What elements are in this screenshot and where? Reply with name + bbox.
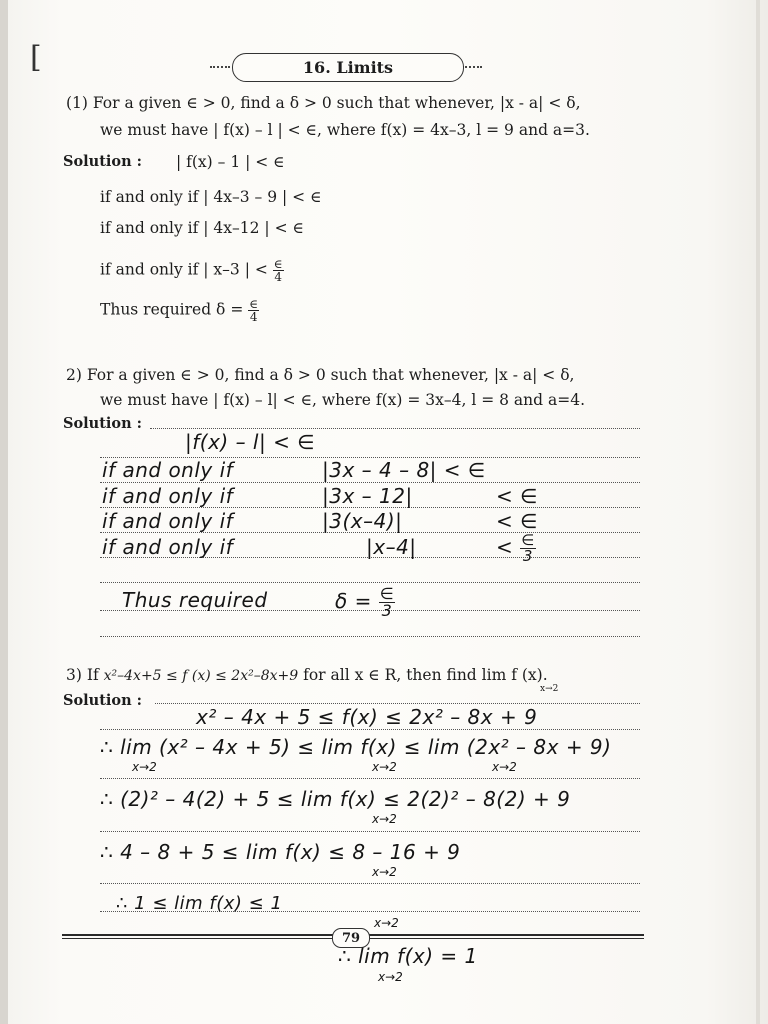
writing-line xyxy=(100,636,640,638)
title-decoration-left xyxy=(210,66,230,69)
q2-handwritten-line4-expr: |3(x–4)| xyxy=(322,509,403,533)
chapter-title: 16. Limits xyxy=(232,53,464,82)
q3-statement: 3) If x²–4x+5 ≤ f (x) ≤ 2x²–8x+9 for all x ∈ R, then find lim f (x). xyxy=(66,666,548,684)
writing-line xyxy=(100,582,640,584)
q1-delta-fraction: $\frac{\in}{4}$ xyxy=(249,297,259,324)
page-edge xyxy=(756,0,760,1024)
q1-fraction-epsilon-over-4: $\frac{\in}{4}$ xyxy=(273,257,283,284)
q2-handwritten-line2-expr: |3x – 4 – 8| < ∈ xyxy=(322,458,486,482)
q2-handwritten-line5-label: if and only if xyxy=(102,535,234,559)
q2-handwritten-line3-label: if and only if xyxy=(102,484,234,508)
q1-solution-line1: | f(x) – 1 | < ∈ xyxy=(176,153,285,171)
q1-solution-label: Solution : xyxy=(63,153,143,170)
writing-line xyxy=(100,729,640,731)
q1-statement-line2: we must have | f(x) – l | < ∈, where f(x) = 4x–3, l = 9 and a=3. xyxy=(100,121,590,139)
q1-solution-line2: if and only if | 4x–3 – 9 | < ∈ xyxy=(100,188,322,206)
q3-limit-subscript: x→2 xyxy=(372,760,397,774)
q2-handwritten-line1: |f(x) – l| < ∈ xyxy=(185,430,316,454)
q3-handwritten-line4: ∴ 4 – 8 + 5 ≤ lim f(x) ≤ 8 – 16 + 9 xyxy=(100,840,461,864)
q2-handwritten-line5-expr: |x–4| xyxy=(366,535,417,559)
q2-delta-fraction: $\frac{\in}{3}$ xyxy=(379,584,395,620)
q2-statement-line1: 2) For a given ∈ > 0, find a δ > 0 such that whenever, |x - a| < δ, xyxy=(66,366,575,384)
q2-fraction-epsilon-over-3: $\frac{\in}{3}$ xyxy=(521,531,535,565)
q3-handwritten-conclusion: ∴ lim f(x) = 1 xyxy=(338,944,478,968)
writing-line xyxy=(100,883,640,885)
page-number: 79 xyxy=(332,928,370,948)
q3-limit-subscript: x→2 xyxy=(132,760,157,774)
q2-solution-label: Solution : xyxy=(63,415,143,432)
q1-solution-line4: if and only if | x–3 | < $\frac{\in}{4}$ xyxy=(100,257,283,284)
q3-handwritten-line1: x² – 4x + 5 ≤ f(x) ≤ 2x² – 8x + 9 xyxy=(196,705,538,729)
margin-bracket-mark: [ xyxy=(30,40,42,75)
q3-limit-subscript: x→2 xyxy=(372,812,397,826)
q3-lim-subscript: x→2 xyxy=(540,684,559,694)
writing-line xyxy=(100,778,640,780)
q2-statement-line2: we must have | f(x) – l| < ∈, where f(x) = 3x–4, l = 8 and a=4. xyxy=(100,391,586,409)
q1-solution-line5: Thus required δ = $\frac{\in}{4}$ xyxy=(100,297,259,324)
q3-limit-subscript: x→2 xyxy=(492,760,517,774)
title-decoration-right xyxy=(462,66,482,69)
q3-handwritten-line2: ∴ lim (x² – 4x + 5) ≤ lim f(x) ≤ lim (2x² – 8x + 9) xyxy=(100,735,612,759)
q3-handwritten-line3: ∴ (2)² – 4(2) + 5 ≤ lim f(x) ≤ 2(2)² – 8(2) + 9 xyxy=(100,787,571,811)
q2-handwritten-line3-rel: < ∈ xyxy=(496,484,539,508)
q2-handwritten-line5-rel: < $\frac{\in}{3}$ xyxy=(496,531,535,565)
q2-handwritten-line4-rel: < ∈ xyxy=(496,509,539,533)
q1-solution-line3: if and only if | 4x–12 | < ∈ xyxy=(100,219,304,237)
q3-handwritten-line5: ∴ 1 ≤ lim f(x) ≤ 1 xyxy=(116,893,283,914)
q2-handwritten-line6-expr: δ = $\frac{\in}{3}$ xyxy=(335,584,395,620)
q3-limit-subscript: x→2 xyxy=(374,916,399,930)
q3-solution-label: Solution : xyxy=(63,692,143,709)
page-binding xyxy=(0,0,8,1024)
q3-limit-subscript: x→2 xyxy=(372,865,397,879)
q1-statement-line1: (1) For a given ∈ > 0, find a δ > 0 such that whenever, |x - a| < δ, xyxy=(66,94,581,112)
q2-handwritten-line6-label: Thus required xyxy=(122,588,268,612)
writing-line xyxy=(100,831,640,833)
q3-limit-subscript: x→2 xyxy=(378,970,403,984)
q2-handwritten-line4-label: if and only if xyxy=(102,509,234,533)
q2-handwritten-line2-label: if and only if xyxy=(102,458,234,482)
q2-handwritten-line3-expr: |3x – 12| xyxy=(322,484,413,508)
